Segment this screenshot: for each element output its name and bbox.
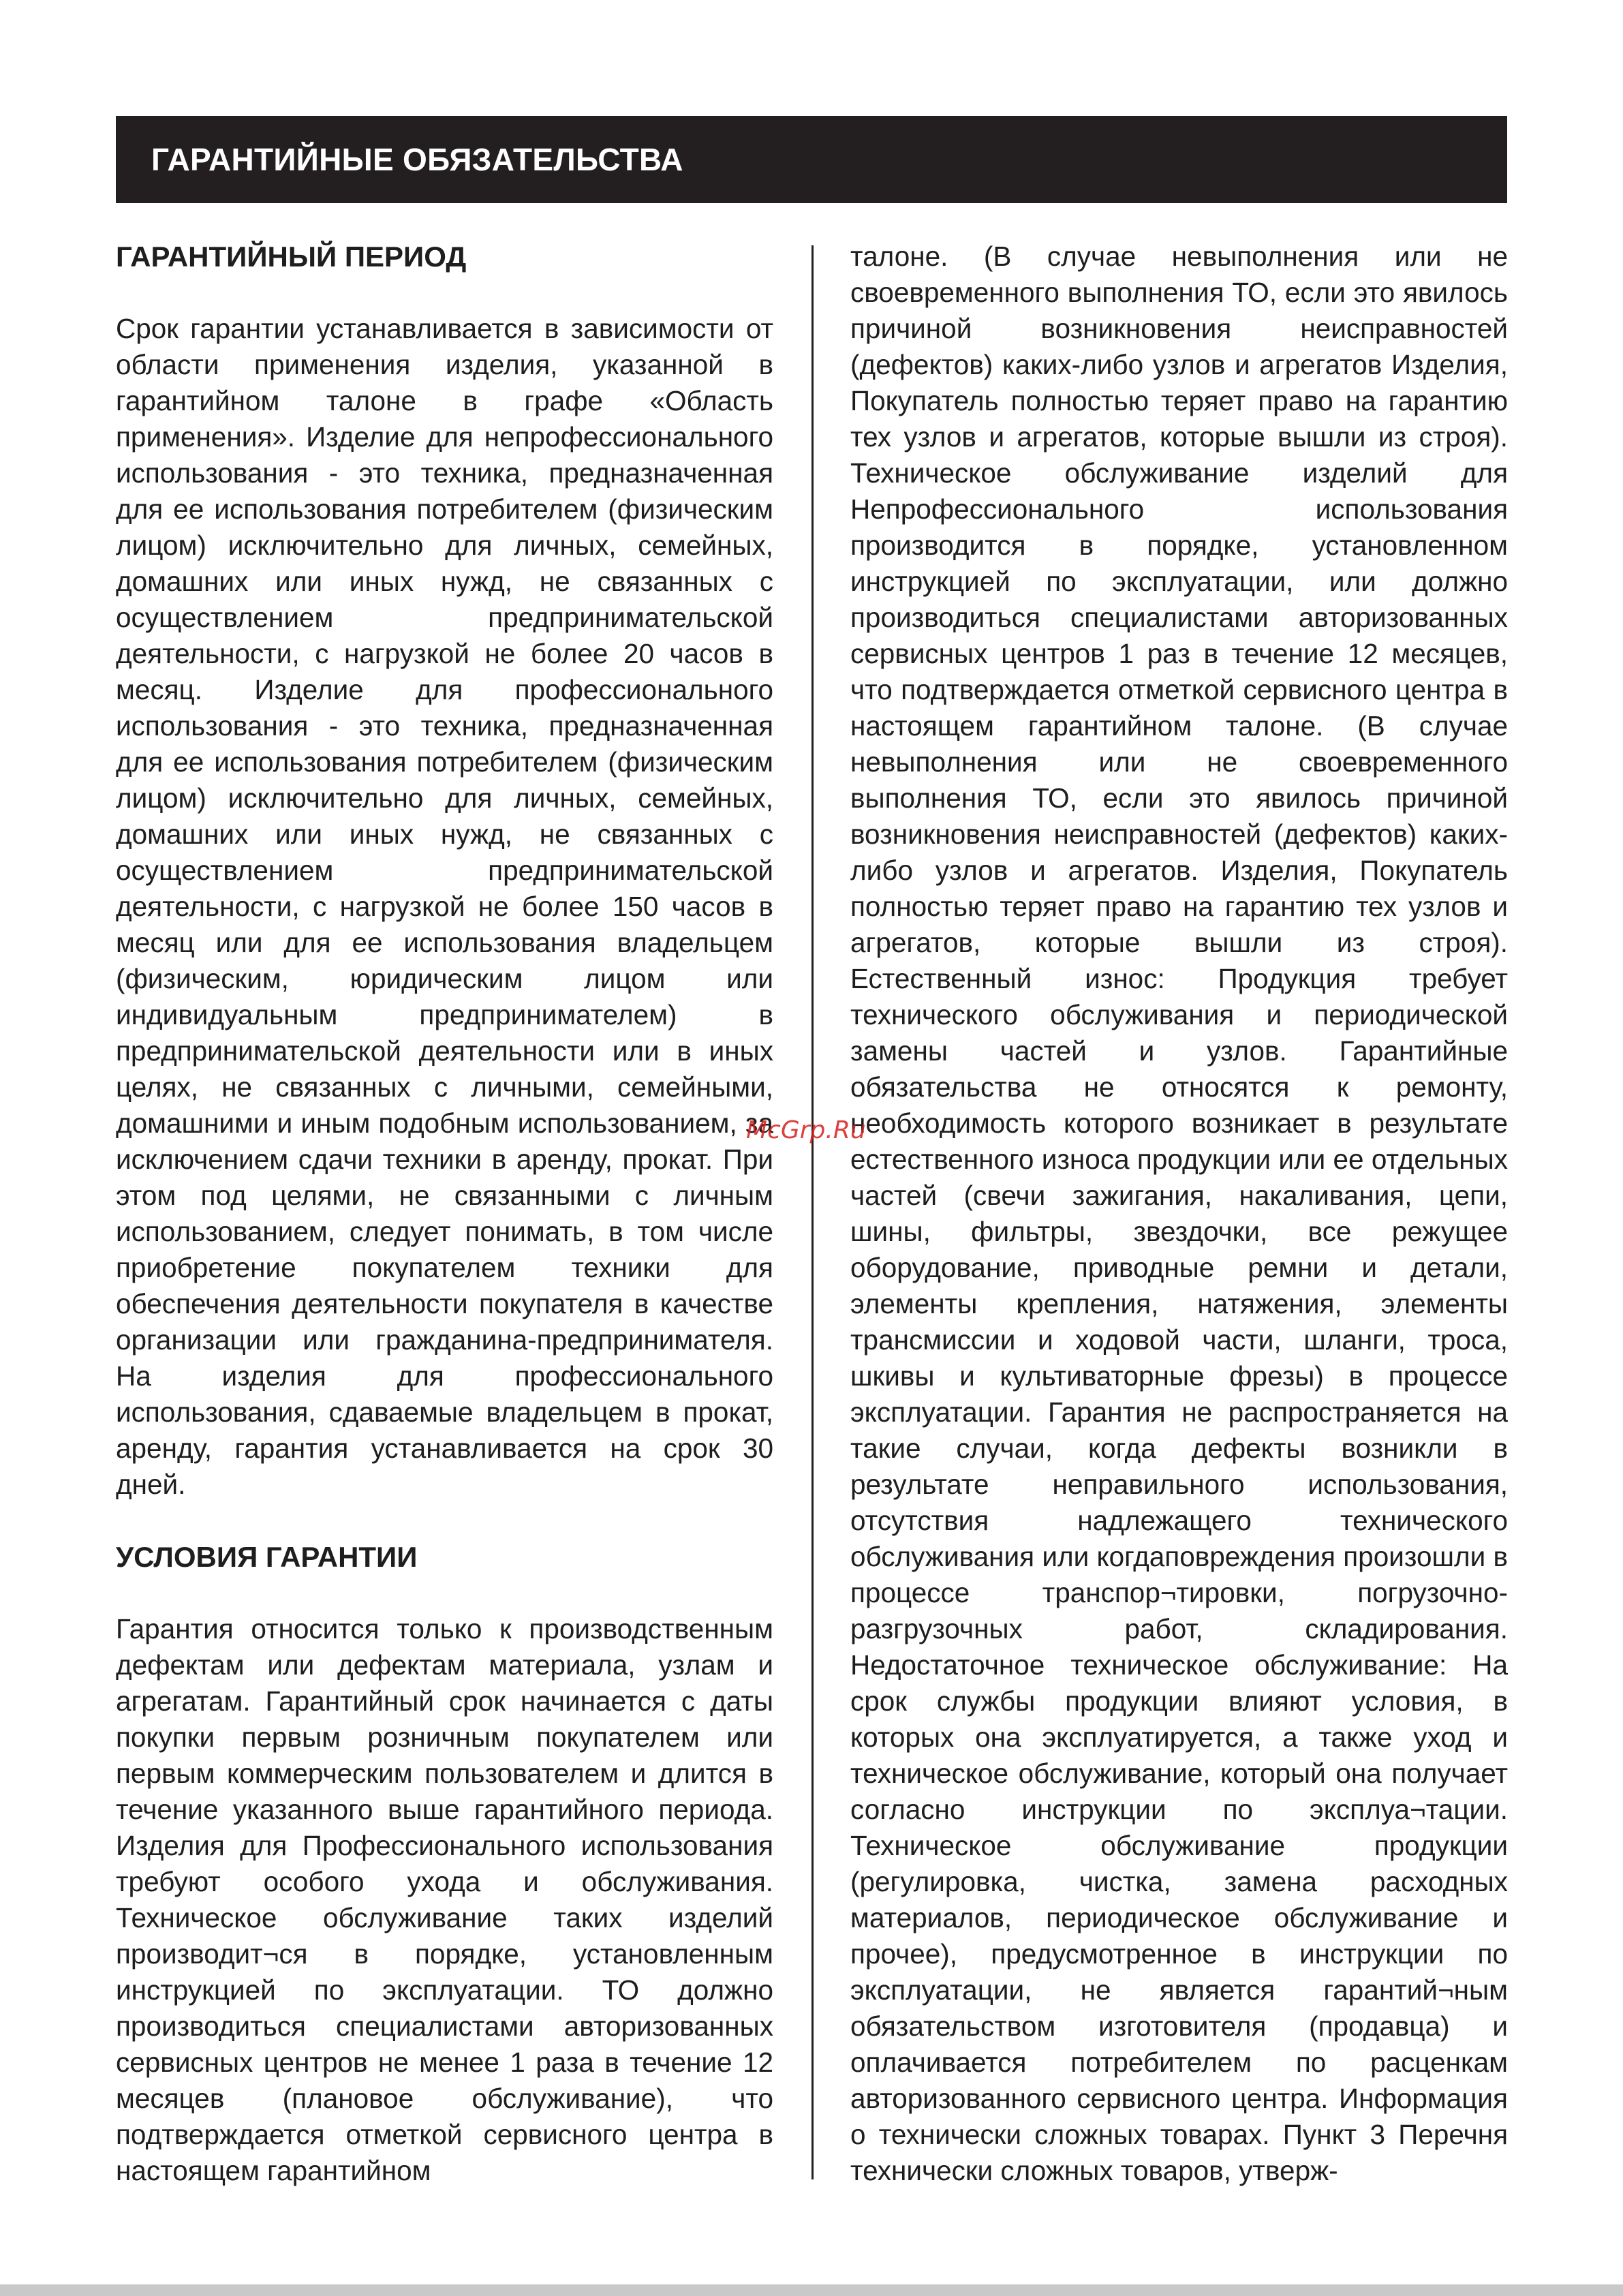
warranty-period-text: Срок гарантии устанавливается в зависимости от области применения изделия, указанной в гарантийном талоне в графе «Область применения». Изделие для непрофессионального использования - это техника, предназначенная для ее использования потребителем (физическим лицом) исключительно для личных, семейных, домашних или иных нужд, не связанных с осуществлением предпринимательской деятельности, с нагрузкой не более 20 часов в месяц. Изделие для профессионального использования - это техника, предназначенная для ее использования потребителем (физическим лицом) исключительно для личных, семейных, домашних или иных нужд, не связанных с осуществлением предпринимательской деятельности, с нагрузкой не более 150 часов в месяц или для ее использования владельцем (физическим, юридическим лицом или индивидуальным предпринимателем) в предпринимательской деятельности или в иных целях, не связанных с личными, семейными, домашними и иным подобным использованием, за исключением сдачи техники в аренду, прокат. При этом под целями, не связанными с личным использованием, следует понимать, в том числе приобретение покупателем техники для обеспечения деятельности покупателя в качестве организации или гражданина-предпринимателя. На изделия для профессионального использования, сдаваемые владельцем в прокат, аренду, гарантия устанавливается на срок 30 дней. bbox=[116, 313, 773, 1500]
page-title: ГАРАНТИЙНЫЕ ОБЯЗАТЕЛЬСТВА bbox=[151, 142, 683, 177]
section-heading-warranty-conditions: УСЛОВИЯ ГАРАНТИИ bbox=[116, 1541, 418, 1573]
spacer bbox=[116, 1503, 773, 1539]
header-bar bbox=[116, 116, 1507, 203]
column-divider bbox=[812, 245, 814, 2179]
spacer bbox=[116, 1575, 773, 1611]
left-column bbox=[116, 239, 773, 2189]
page-bottom-edge bbox=[0, 2284, 1623, 2296]
spacer bbox=[116, 275, 773, 311]
section-heading-warranty-period: ГАРАНТИЙНЫЙ ПЕРИОД bbox=[116, 241, 467, 273]
warranty-conditions-continued-text: талоне. (В случае невыполнения или не своевременного выполнения ТО, если это явилось причиной возникновения неисправностей (дефектов) каких-либо узлов и агрегатов Изделия, Покупатель полностью теряет право на гарантию тех узлов и агрегатов, которые вышли из строя). Техническое обслуживание изделий для Непрофессионального использования производится в порядке, установленном инструкцией по эксплуатации, или должно производиться специалистами авторизованных сервисных центров 1 раз в течение 12 месяцев, что подтверждается отметкой сервисного центра в настоящем гарантийном талоне. (В случае невыполнения или не своевременного выполнения ТО, если это явилось причиной возникновения неисправностей (дефектов) каких-либо узлов и агрегатов. Изделия, Покупатель полностью теряет право на гарантию тех узлов и агрегатов, которые вышли из строя). Естественный износ: Продукция требует технического обслуживания и периодической замены частей и узлов. Гарантийные обязательства не относятся к ремонту, необходимость которого возникает в результате естественного износа продукции или ее отдельных частей (свечи зажигания, накаливания, цепи, шины, фильтры, звездочки, все режущее оборудование, приводные ремни и детали, элементы крепления, натяжения, элементы трансмиссии и ходовой части, шланги, троса, шкивы и культиваторные фрезы) в процессе эксплуатации. Гарантия не распространяется на такие случаи, когда дефекты возникли в результате неправильного использования, отсутствия надлежащего технического обслуживания или когдаповреждения произошли в процессе транспор¬тировки, погрузочно-разгрузочных работ, складирования. Недостаточное техническое обслуживание: На срок службы продукции влияют условия, в которых она эксплуатируется, а также уход и техническое обслуживание, который она получает согласно инструкции по эксплуа¬тации. Техническое обслуживание продукции (регулировка, чистка, замена расходных материалов, периодическое обслуживание и прочее), предусмотренное в инструкции по эксплуатации, не является гарантий¬ным обязательством изготовителя (продавца) и оплачивается потребителем по расценкам авторизованного сервисного центра. Информация о технически сложных товарах. Пункт 3 Перечня технически сложных товаров, утверж- bbox=[850, 241, 1508, 2186]
warranty-conditions-text: Гарантия относится только к производственным дефектам или дефектам материала, узлам и агрегатам. Гарантийный срок начинается с даты покупки первым розничным покупателем или первым коммерческим пользователем и длится в течение указанного выше гарантийного периода. Изделия для Профессионального использования требуют особого ухода и обслуживания. Техническое обслуживание таких изделий производит¬ся в порядке, установленным инструкцией по эксплуатации. ТО должно производиться специалистами авторизованных сервисных центров не менее 1 раза в течение 12 месяцев (плановое обслуживание), что подтверждается отметкой сервисного центра в настоящем гарантийном bbox=[116, 1613, 773, 2186]
watermark: McGrp.Ru bbox=[746, 1116, 866, 1144]
right-column bbox=[850, 239, 1508, 2189]
